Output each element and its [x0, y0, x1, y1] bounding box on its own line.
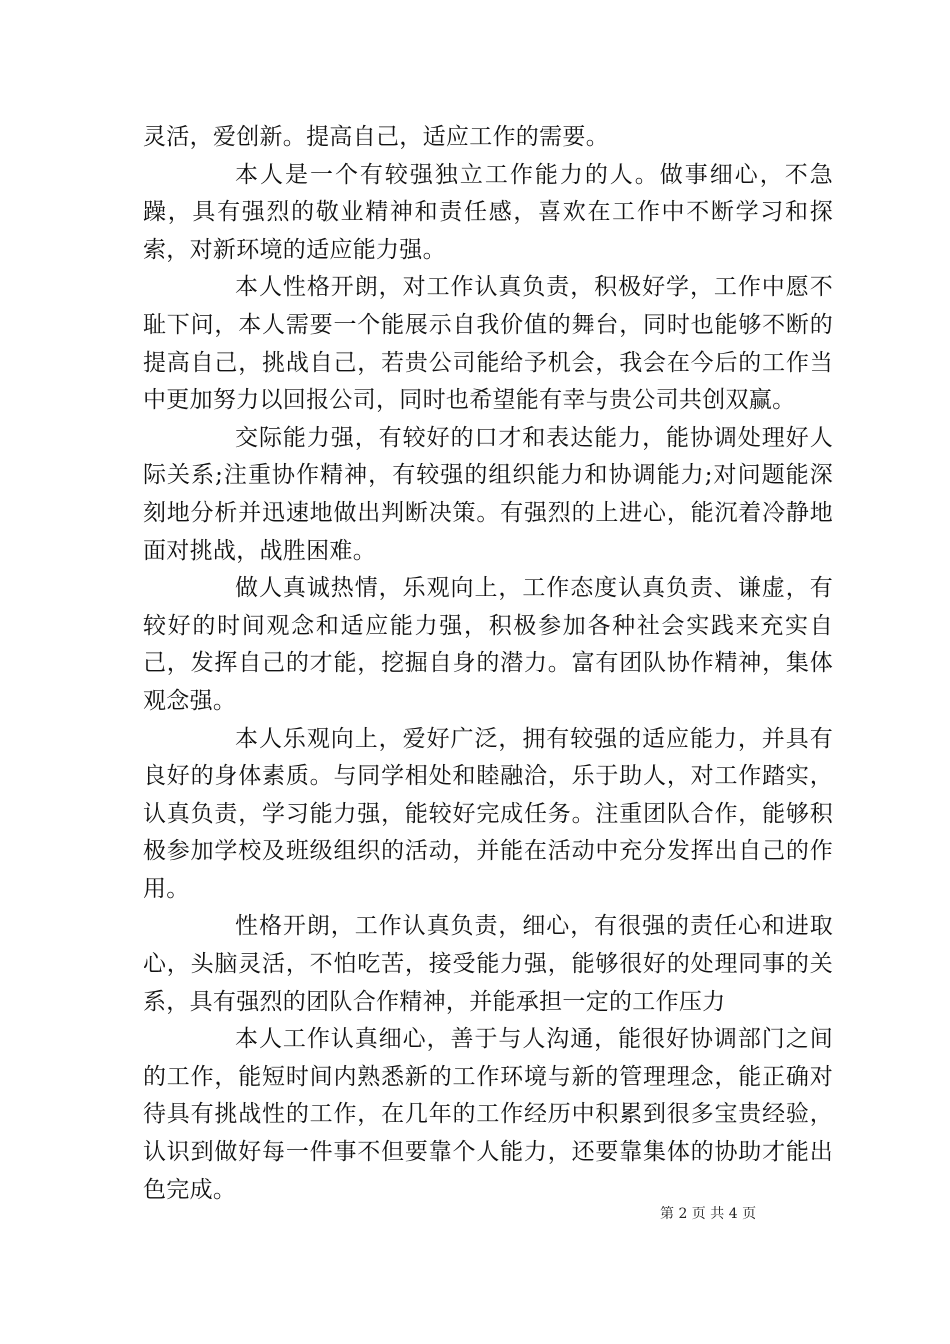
- paragraph: 做人真诚热情，乐观向上，工作态度认真负责、谦虚，有较好的时间观念和适应能力强，积极参加各种社会实践来充实自己，发挥自己的才能，挖掘自身的潜力。富有团队协作精神，集体观念强。: [143, 575, 833, 714]
- document-body: [143, 119, 833, 1209]
- paragraph-continued: 灵活，爱创新。提高自己，适应工作的需要。: [143, 124, 609, 150]
- paragraph: 本人性格开朗，对工作认真负责，积极好学，工作中愿不耻下问，本人需要一个能展示自我价值的舞台，同时也能够不断的提高自己，挑战自己，若贵公司能给予机会，我会在今后的工作当中更加努力以回报公司，同时也希望能有幸与贵公司共创双赢。: [143, 274, 833, 414]
- paragraph: 本人工作认真细心，善于与人沟通，能很好协调部门之间的工作，能短时间内熟悉新的工作环境与新的管理理念，能正确对待具有挑战性的工作，在几年的工作经历中积累到很多宝贵经验，认识到做好每一件事不但要靠个人能力，还要靠集体的协助才能出色完成。: [143, 1026, 833, 1203]
- paragraph: 交际能力强，有较好的口才和表达能力，能协调处理好人际关系;注重协作精神，有较强的组织能力和协调能力;对问题能深刻地分析并迅速地做出判断决策。有强烈的上进心，能沉着冷静地面对挑战，战胜困难。: [143, 424, 833, 564]
- paragraph: 本人是一个有较强独立工作能力的人。做事细心，不急躁，具有强烈的敬业精神和责任感，喜欢在工作中不断学习和探索，对新环境的适应能力强。: [143, 161, 833, 263]
- paragraph: 性格开朗，工作认真负责，细心，有很强的责任心和进取心，头脑灵活，不怕吃苦，接受能力强，能够很好的处理同事的关系，具有强烈的团队合作精神，并能承担一定的工作压力: [143, 913, 833, 1015]
- paragraph: 本人乐观向上，爱好广泛，拥有较强的适应能力，并具有良好的身体素质。与同学相处和睦融洽，乐于助人，对工作踏实，认真负责，学习能力强，能较好完成任务。注重团队合作，能够积极参加学校及班级组织的活动，并能在活动中充分发挥出自己的作用。: [143, 725, 833, 902]
- page-number-footer: 第 2 页 共 4 页: [660, 1206, 757, 1222]
